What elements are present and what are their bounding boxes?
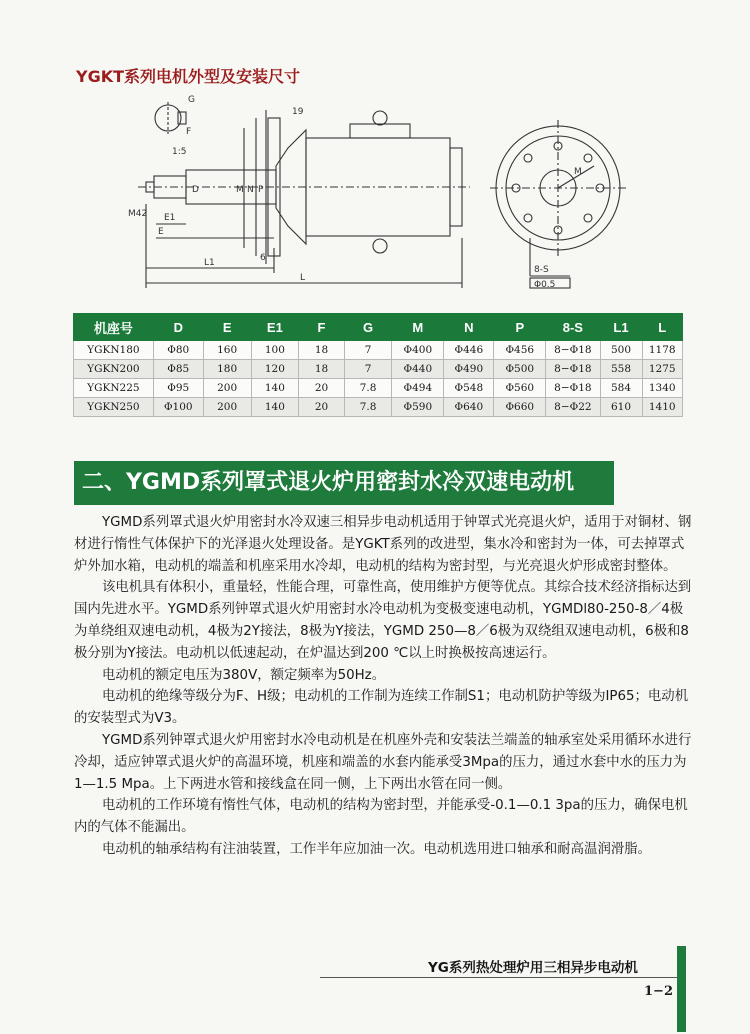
table-cell: 584 — [600, 379, 642, 398]
table-row — [74, 360, 683, 379]
table-cell: 7.8 — [344, 398, 392, 417]
table-cell: 120 — [251, 360, 299, 379]
table-cell: 1410 — [642, 398, 683, 417]
table-cell: 1340 — [642, 379, 683, 398]
table-cell: Φ490 — [444, 360, 494, 379]
table-cell: 500 — [600, 341, 642, 360]
table-header: G — [344, 314, 392, 341]
drawing-label-6: 6 — [260, 253, 266, 263]
drawing-label-e1: E1 — [164, 213, 176, 223]
table-cell: 160 — [203, 341, 251, 360]
table-cell: 558 — [600, 360, 642, 379]
table-header: E1 — [251, 314, 299, 341]
section-heading: 二、YGMD系列罩式退火炉用密封水冷双速电动机 — [74, 461, 614, 505]
table-header: N — [444, 314, 494, 341]
footer-title: YG系列热处理炉用三相异步电动机 — [428, 960, 638, 976]
table-cell: 18 — [299, 360, 345, 379]
table-cell: 8−Φ18 — [546, 379, 600, 398]
table-cell: YGKN180 — [74, 341, 154, 360]
table-cell: Φ660 — [494, 398, 546, 417]
body-text — [74, 512, 694, 861]
drawing-label-l1: L1 — [204, 258, 215, 268]
dimension-table — [73, 313, 683, 417]
table-header: E — [203, 314, 251, 341]
table-header: 机座号 — [74, 314, 154, 341]
drawing-label-tolerance: Φ0.5 — [534, 280, 556, 290]
table-header: L1 — [600, 314, 642, 341]
table-cell: 20 — [299, 398, 345, 417]
table-row — [74, 379, 683, 398]
table-cell: Φ400 — [392, 341, 444, 360]
table-header: F — [299, 314, 345, 341]
table-cell: 100 — [251, 341, 299, 360]
drawing-label-e: E — [158, 227, 164, 237]
table-cell: Φ95 — [153, 379, 203, 398]
paragraph: 电动机的额定电压为380V，额定频率为50Hz。 — [102, 667, 386, 683]
table-header-row — [74, 314, 683, 341]
table-header: P — [494, 314, 546, 341]
table-header: M — [392, 314, 444, 341]
table-cell: 7 — [344, 360, 392, 379]
paragraph: YGMD系列罩式退火炉用密封水冷双速三相异步电动机适用于钟罩式光亮退火炉，适用于对铜材、钢材进行惰性气体保护下的光泽退火处理设备。是YGKT系列的改进型，集水冷和密封为一体，可去掉罩式炉外加水箱，电动机的端盖和机座采用水冷却，电动机的结构为密封型，与光亮退火炉形成密封整体。 — [74, 515, 692, 574]
motor-dimension-drawing — [60, 88, 690, 308]
table-cell: 200 — [203, 379, 251, 398]
table-cell: 8−Φ18 — [546, 341, 600, 360]
footer-divider — [320, 977, 677, 978]
table-cell: 140 — [251, 379, 299, 398]
paragraph: 该电机具有体积小，重量轻，性能合理，可靠性高，使用维护方便等优点。其综合技术经济指标达到国内先进水平。YGMD系列钟罩式退火炉用密封水冷电动机为变极变速电动机，YGMDl80-250-8／4极为单绕组双速电动机，4极为2Y接法，8极为Y接法，YGMD 250—8／6极为双绕组双速电动机，6极和8极分别为Y接法。电动机以低速起动，在炉温达到200 ℃以上时换极按高速运行。 — [74, 580, 692, 661]
table-row — [74, 341, 683, 360]
footer-accent-bar — [677, 946, 686, 1032]
table-cell: Φ100 — [153, 398, 203, 417]
table-cell: Φ500 — [494, 360, 546, 379]
drawing-label-m: M — [236, 185, 244, 195]
table-cell: Φ456 — [494, 341, 546, 360]
table-cell: YGKN200 — [74, 360, 154, 379]
table-cell: Φ440 — [392, 360, 444, 379]
page-title: YGKT系列电机外型及安装尺寸 — [76, 67, 301, 86]
table-cell: 610 — [600, 398, 642, 417]
drawing-label-l: L — [300, 273, 306, 283]
table-cell: YGKN225 — [74, 379, 154, 398]
drawing-label-f: F — [186, 127, 192, 137]
table-header: L — [642, 314, 683, 341]
table-row — [74, 398, 683, 417]
table-cell: 8−Φ18 — [546, 360, 600, 379]
paragraph: YGMD系列钟罩式退火炉用密封水冷电动机是在机座外壳和安装法兰端盖的轴承室处采用循环水进行冷却，适应钟罩式退火炉的高温环境，机座和端盖的水套内能承受3Mpa的压力，通过水套中水的压力为1—1.5 Mpa。上下两进水管和接线盒在同一侧，上下两出水管在同一侧。 — [74, 732, 692, 792]
table-cell: 7 — [344, 341, 392, 360]
drawing-label-end-m: M — [574, 167, 582, 177]
table-cell: 20 — [299, 379, 345, 398]
table-cell: Φ85 — [153, 360, 203, 379]
table-cell: Φ590 — [392, 398, 444, 417]
page-number: 1−2 — [644, 984, 673, 999]
drawing-label-p: P — [258, 185, 264, 195]
paragraph: 电动机的轴承结构有注油装置，工作半年应加油一次。电动机选用进口轴承和耐高温润滑脂。 — [102, 841, 652, 857]
table-cell: 1275 — [642, 360, 683, 379]
table-cell: 8−Φ22 — [546, 398, 600, 417]
table-cell: Φ560 — [494, 379, 546, 398]
table-cell: 180 — [203, 360, 251, 379]
table-cell: Φ494 — [392, 379, 444, 398]
drawing-label-8s: 8-S — [534, 265, 549, 275]
table-cell: Φ446 — [444, 341, 494, 360]
drawing-label-d: D — [192, 185, 199, 195]
drawing-label-g: G — [188, 95, 195, 105]
table-cell: 1178 — [642, 341, 683, 360]
table-cell: 200 — [203, 398, 251, 417]
table-cell: 140 — [251, 398, 299, 417]
table-cell: Φ640 — [444, 398, 494, 417]
drawing-label-m42: M42 — [128, 209, 148, 219]
table-header: 8-S — [546, 314, 600, 341]
table-cell: 7.8 — [344, 379, 392, 398]
table-cell: YGKN250 — [74, 398, 154, 417]
drawing-label-19: 19 — [292, 107, 304, 117]
paragraph: 电动机的绝缘等级分为F、H级；电动机的工作制为连续工作制S1；电动机防护等级为IP65；电动机的安装型式为V3。 — [74, 689, 689, 727]
table-cell: Φ80 — [153, 341, 203, 360]
paragraph: 电动机的工作环境有惰性气体，电动机的结构为密封型，并能承受-0.1—0.1 3pa的压力，确保电机内的气体不能漏出。 — [74, 798, 688, 836]
table-header: D — [153, 314, 203, 341]
table-cell: Φ548 — [444, 379, 494, 398]
drawing-label-taper: 1:5 — [172, 147, 187, 157]
drawing-label-n: N — [247, 185, 254, 195]
table-cell: 18 — [299, 341, 345, 360]
